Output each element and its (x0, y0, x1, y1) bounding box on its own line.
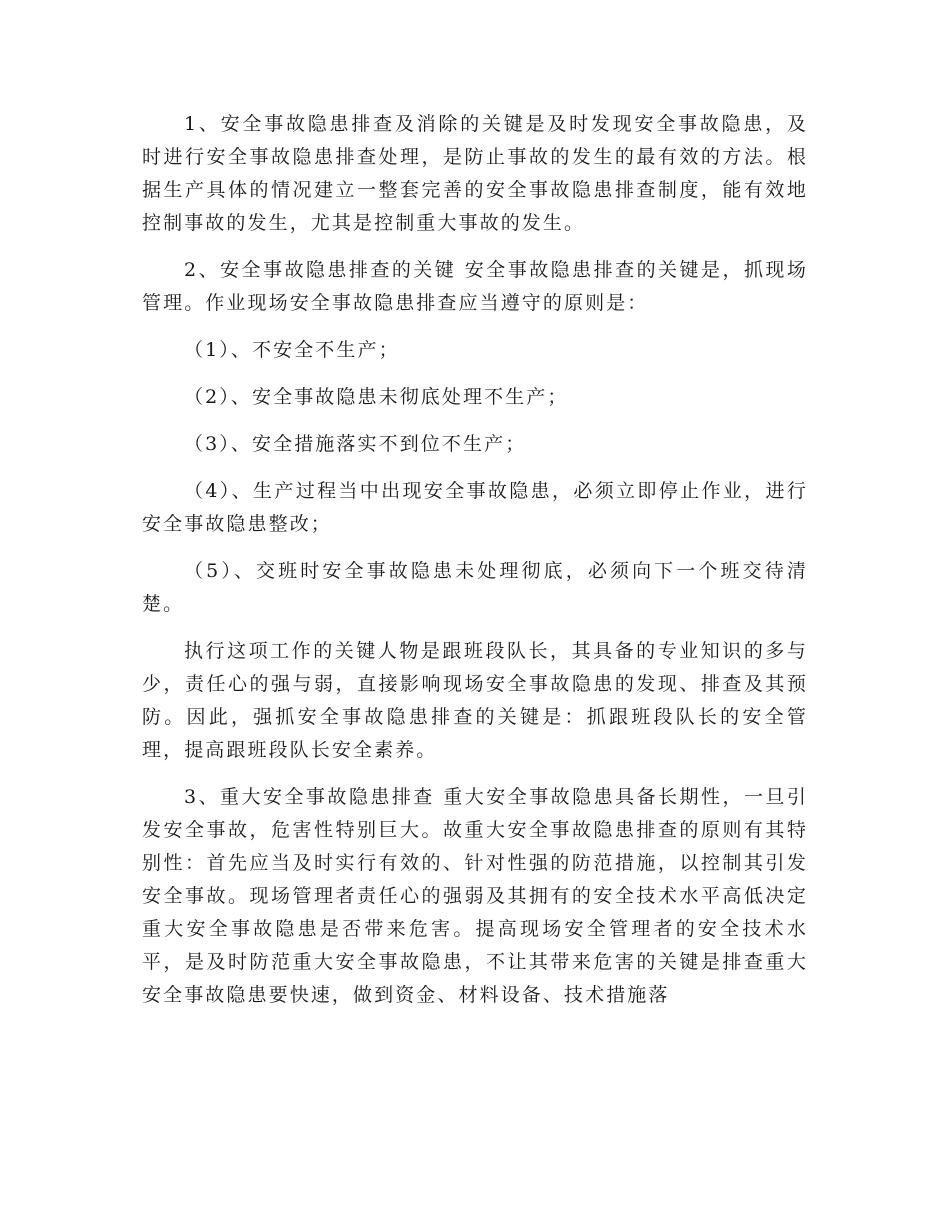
list-item-5: （5）、交班时安全事故隐患未处理彻底，必须向下一个班交待清楚。 (142, 560, 808, 615)
list-item-1: （1）、不安全不生产； (184, 339, 400, 361)
list-item-3: （3）、安全措施落实不到位不生产； (184, 433, 527, 455)
list-item-4: （4）、生产过程当中出现安全事故隐患，必须立即停止作业，进行安全事故隐患整改； (142, 480, 808, 535)
list-item-2: （2）、安全事故隐患未彻底处理不生产； (184, 386, 569, 408)
paragraph-4: 3、重大安全事故隐患排查 重大安全事故隐患具备长期性，一旦引发安全事故，危害性特别巨大。故重大安全事故隐患排查的原则有其特别性：首先应当及时实行有效的、针对性强的防范措施，以控制其引发安全事故。现场管理者责任心的强弱及其拥有的安全技术水平高低决定重大安全事故隐患是否带来危害。提高现场安全管理者的安全技术水平，是及时防范重大安全事故隐患，不让其带来危害的关键是排查重大安全事故隐患要快速，做到资金、材料设备、技术措施落 (142, 786, 808, 1006)
paragraph-3: 执行这项工作的关键人物是跟班段队长，其具备的专业知识的多与少，责任心的强与弱，直接影响现场安全事故隐患的发现、排查及其预防。因此，强抓安全事故隐患排查的关键是：抓跟班段队长的安全管理，提高跟班段队长安全素养。 (142, 640, 808, 761)
paragraph-2: 2、安全事故隐患排查的关键 安全事故隐患排查的关键是，抓现场管理。作业现场安全事故隐患排查应当遵守的原则是： (142, 259, 808, 314)
document-page (142, 108, 808, 1012)
paragraph-1: 1、安全事故隐患排查及消除的关键是及时发现安全事故隐患，及时进行安全事故隐患排查处理，是防止事故的发生的最有效的方法。根据生产具体的情况建立一整套完善的安全事故隐患排查制度，能有效地控制事故的发生，尤其是控制重大事故的发生。 (142, 113, 808, 234)
